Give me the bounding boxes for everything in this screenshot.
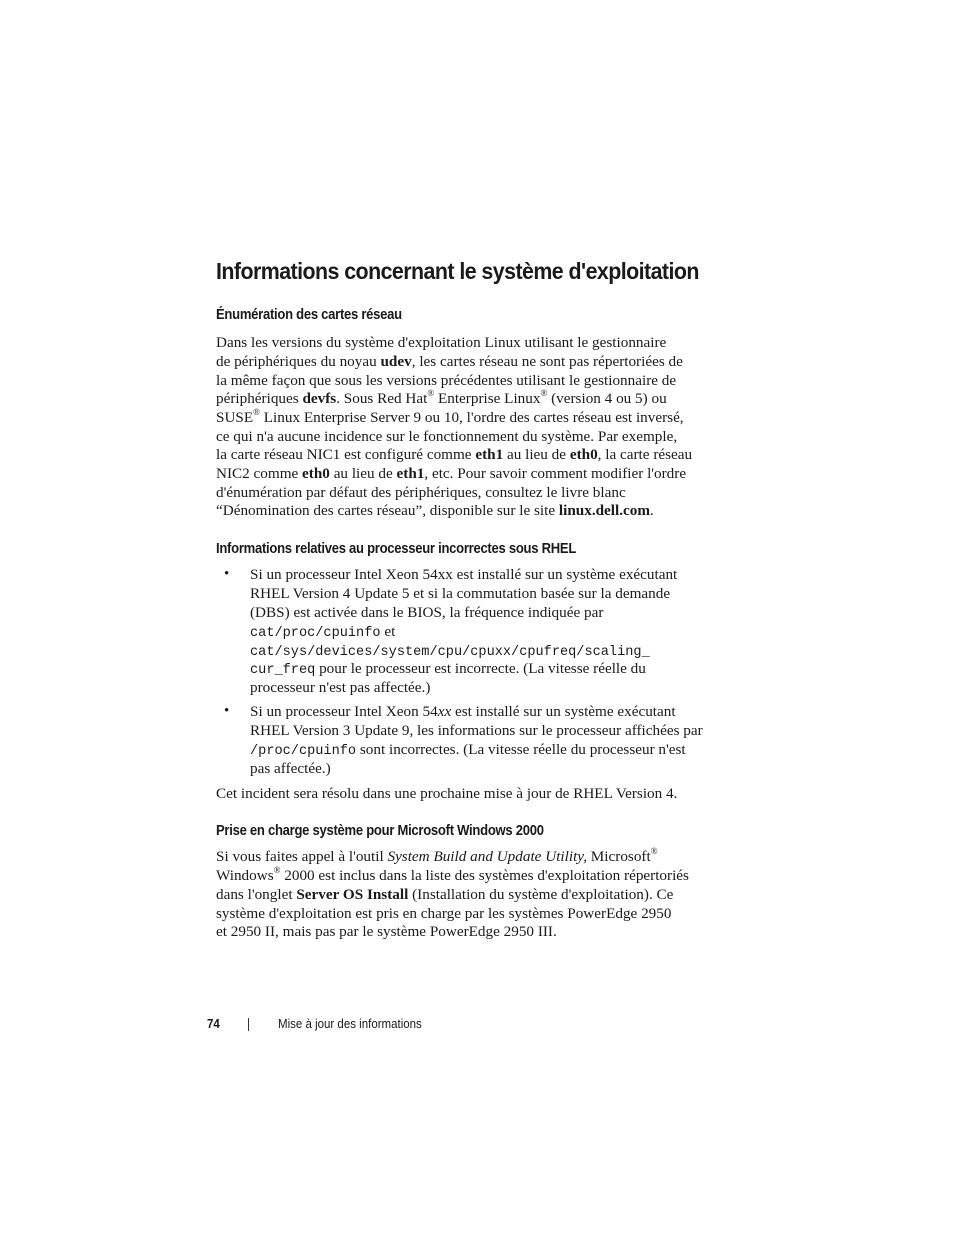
s1-line-3: la même façon que sous les versions précédentes utilisant le gestionnaire de: [216, 372, 677, 389]
s3-line-1: Si vous faites appel à l'outil System Build and Update Utility, Microsoft®: [216, 845, 658, 865]
b2-line-4: pas affectée.): [250, 760, 331, 777]
b1-line-6: cur_freq pour le processeur est incorrecte. (La vitesse réelle du: [250, 660, 646, 678]
link-linux-dell-com: linux.dell.com: [558, 502, 651, 519]
section-title-processor-info: Informations relatives au processeur incorrectes sous RHEL: [216, 541, 577, 557]
s2-note: Cet incident sera résolu dans une prochaine mise à jour de RHEL Version 4.: [216, 785, 678, 802]
footer-title: Mise à jour des informations: [278, 1017, 422, 1031]
b2-line-1: Si un processeur Intel Xeon 54xx est installé sur un système exécutant: [250, 703, 676, 720]
b1-line-7: processeur n'est pas affectée.): [250, 679, 431, 696]
s1-line-7: la carte réseau NIC1 est configuré comme eth1 au lieu de eth0, la carte réseau: [216, 446, 693, 463]
page-heading: Informations concernant le système d'exploitation: [216, 258, 699, 284]
server-os-install-label: Server OS Install: [296, 886, 409, 903]
b1-line-4: cat/proc/cpuinfo et: [250, 623, 396, 641]
s1-line-9: d'énumération par défaut des périphériques, consultez le livre blanc: [216, 484, 626, 501]
section-title-enumeration: Énumération des cartes réseau: [216, 307, 402, 323]
b2-line-3: /proc/cpuinfo sont incorrectes. (La vitesse réelle du processeur n'est: [250, 741, 686, 759]
s1-line-6: ce qui n'a aucune incidence sur le fonctionnement du système. Par exemple,: [216, 428, 678, 445]
bullet-marker-2: •: [224, 703, 230, 719]
b2-line-2: RHEL Version 3 Update 9, les informations sur le processeur affichées par: [250, 722, 703, 739]
s3-line-5: et 2950 II, mais pas par le système PowerEdge 2950 III.: [216, 923, 557, 940]
s1-line-4: périphériques devfs. Sous Red Hat® Enterprise Linux® (version 4 ou 5) ou: [216, 387, 667, 407]
s1-line-5: SUSE® Linux Enterprise Server 9 ou 10, l'ordre des cartes réseau est inversé,: [216, 406, 684, 426]
s3-line-2: Windows® 2000 est inclus dans la liste des systèmes d'exploitation répertoriés: [216, 864, 689, 884]
b1-line-1: Si un processeur Intel Xeon 54xx est installé sur un système exécutant: [250, 566, 678, 583]
code-proc-cpuinfo: /proc/cpuinfo: [250, 744, 357, 759]
s3-line-3: dans l'onglet Server OS Install (Installation du système d'exploitation). Ce: [216, 886, 674, 903]
page-number: 74: [207, 1017, 220, 1031]
s3-line-4: système d'exploitation est pris en charge par les systèmes PowerEdge 2950: [216, 905, 672, 922]
code-cpuinfo-path: cat/proc/cpuinfo: [250, 626, 381, 641]
s1-line-2: de périphériques du noyau udev, les cartes réseau ne sont pas répertoriées de: [216, 353, 683, 370]
b1-line-2: RHEL Version 4 Update 5 et si la commutation basée sur la demande: [250, 585, 671, 602]
bullet-marker-1: •: [224, 566, 230, 582]
section-title-windows-2000: Prise en charge système pour Microsoft Windows 2000: [216, 823, 544, 839]
s1-line-10: “Dénomination des cartes réseau”, disponible sur le site linux.dell.com.: [216, 502, 654, 519]
s1-line-1: Dans les versions du système d'exploitation Linux utilisant le gestionnaire: [216, 334, 667, 351]
code-cur-freq: cur_freq: [250, 663, 316, 678]
b1-line-3: (DBS) est activée dans le BIOS, la fréquence indiquée par: [250, 604, 604, 621]
code-scaling-path: cat/sys/devices/system/cpu/cpuxx/cpufreq/scaling_: [250, 645, 650, 660]
footer-separator: [248, 1018, 249, 1031]
s1-line-8: NIC2 comme eth0 au lieu de eth1, etc. Pour savoir comment modifier l'ordre: [216, 465, 687, 482]
